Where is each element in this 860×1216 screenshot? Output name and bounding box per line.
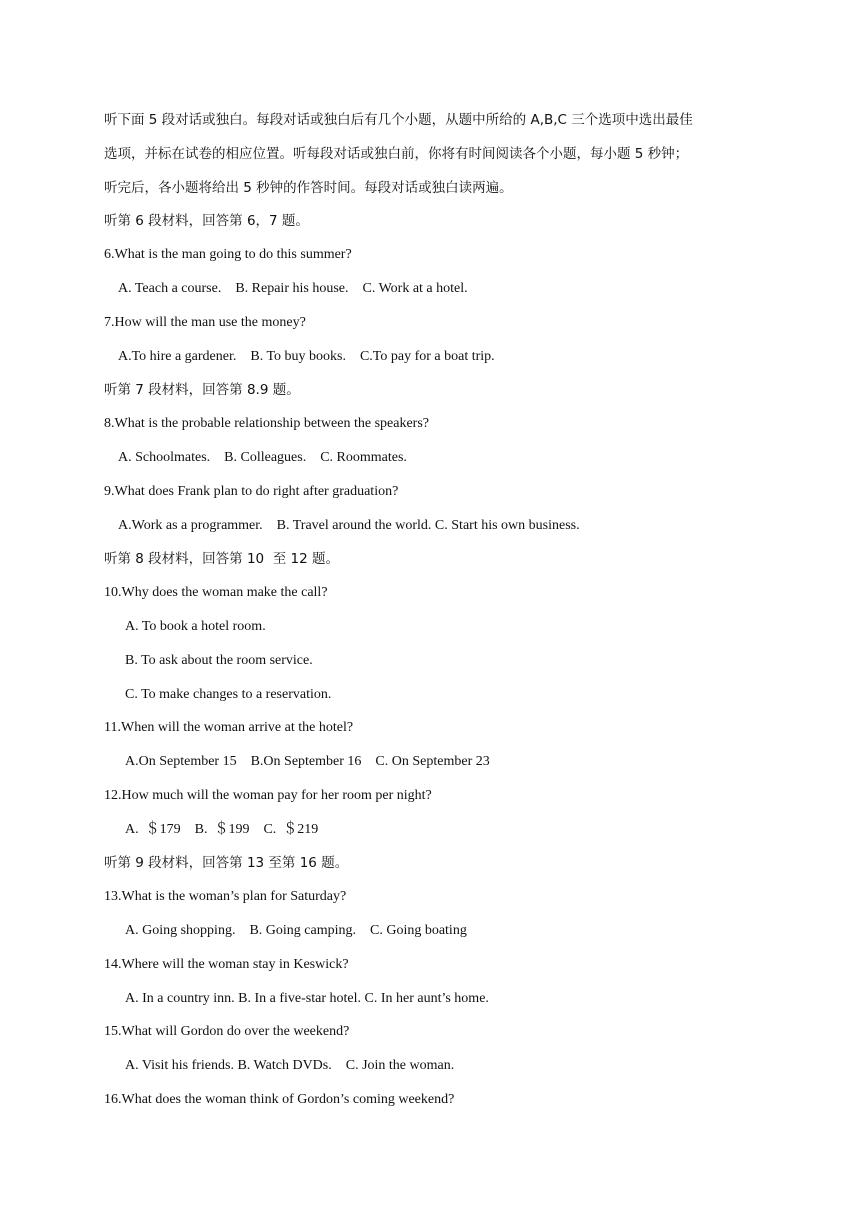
- question-14-stem: 14.Where will the woman stay in Keswick?: [104, 957, 349, 972]
- question-13-stem: 13.What is the woman’s plan for Saturday?: [104, 889, 347, 904]
- section-heading-6: 听第 6 段材料，回答第 6，7 题。: [104, 213, 309, 229]
- question-15-stem: 15.What will Gordon do over the weekend?: [104, 1024, 350, 1039]
- question-7-options: A.To hire a gardener. B. To buy books. C.To pay for a boat trip.: [118, 349, 495, 364]
- section-heading-9: 听第 9 段材料，回答第 13 至第 16 题。: [104, 855, 349, 871]
- question-6-stem: 6.What is the man going to do this summer?: [104, 247, 352, 262]
- question-11-options: A.On September 15 B.On September 16 C. On September 23: [125, 754, 490, 769]
- instructions-line-1: 听下面 5 段对话或独白。每段对话或独白后有几个小题，从题中所给的 A,B,C 三个选项中选出最佳: [104, 112, 693, 128]
- question-14-options: A. In a country inn. B. In a five-star hotel. C. In her aunt’s home.: [125, 991, 489, 1006]
- question-7-stem: 7.How will the man use the money?: [104, 315, 306, 330]
- instructions-line-3: 听完后，各小题将给出 5 秒钟的作答时间。每段对话或独白读两遍。: [104, 180, 513, 196]
- question-6-options: A. Teach a course. B. Repair his house. C. Work at a hotel.: [118, 281, 468, 296]
- instructions-line-2: 选项，并标在试卷的相应位置。听每段对话或独白前，你将有时间阅读各个小题，每小题 5 秒钟；: [104, 146, 689, 162]
- question-12-options: A. ＄179 B. ＄199 C. ＄219: [125, 822, 319, 837]
- question-9-options: A.Work as a programmer. B. Travel around the world. C. Start his own business.: [118, 518, 580, 533]
- question-10-option-a: A. To book a hotel room.: [125, 619, 266, 634]
- question-16-stem: 16.What does the woman think of Gordon’s coming weekend?: [104, 1092, 455, 1107]
- question-8-stem: 8.What is the probable relationship between the speakers?: [104, 416, 429, 431]
- question-12-stem: 12.How much will the woman pay for her room per night?: [104, 788, 432, 803]
- question-9-stem: 9.What does Frank plan to do right after graduation?: [104, 484, 399, 499]
- question-11-stem: 11.When will the woman arrive at the hotel?: [104, 720, 354, 735]
- question-10-option-b: B. To ask about the room service.: [125, 653, 313, 668]
- question-13-options: A. Going shopping. B. Going camping. C. Going boating: [125, 923, 467, 938]
- question-8-options: A. Schoolmates. B. Colleagues. C. Roommates.: [118, 450, 407, 465]
- section-heading-7: 听第 7 段材料，回答第 8.9 题。: [104, 382, 300, 398]
- question-10-stem: 10.Why does the woman make the call?: [104, 585, 328, 600]
- question-10-option-c: C. To make changes to a reservation.: [125, 687, 332, 702]
- section-heading-8: 听第 8 段材料，回答第 10 至 12 题。: [104, 551, 339, 567]
- question-15-options: A. Visit his friends. B. Watch DVDs. C. Join the woman.: [125, 1058, 455, 1073]
